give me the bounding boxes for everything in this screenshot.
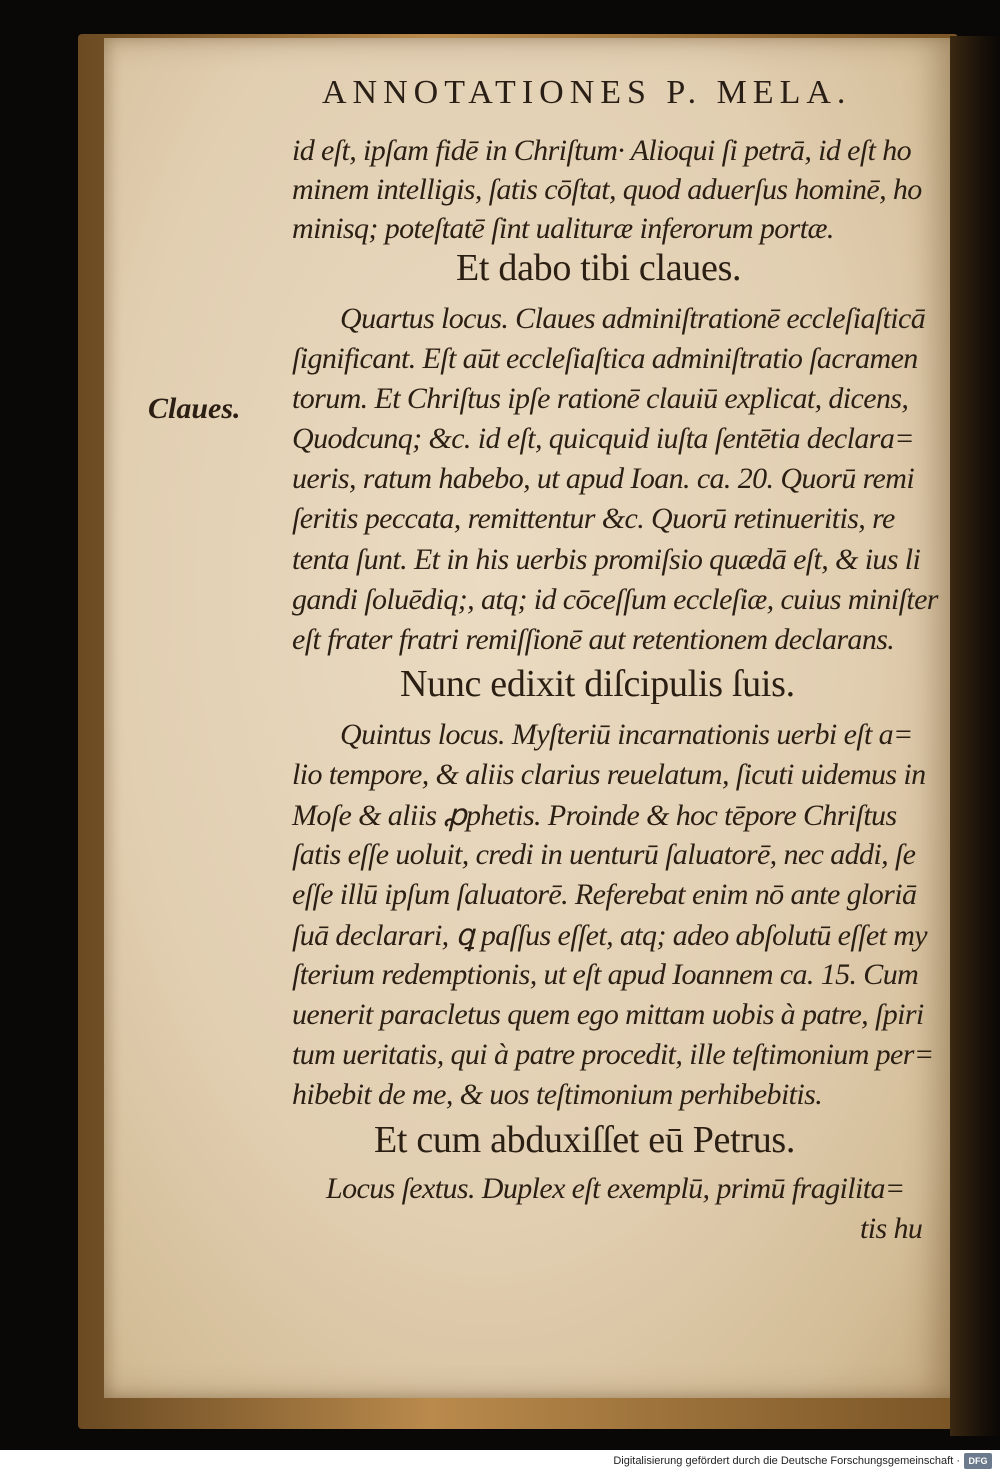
- text-line: Locus ſextus. Duplex eſt exemplū, primū fragilita=: [326, 1172, 905, 1205]
- text-line: minem intelligis, ſatis cōſtat, quod aduerſus hominē, ho: [292, 173, 922, 206]
- digitization-credit: Digitalisierung gefördert durch die Deutsche Forschungsgemeinschaft ·: [613, 1455, 960, 1467]
- text-line: gandi ſoluēdiq;, atq; id cōceſſum eccleſiæ, cuius miniſter: [292, 583, 938, 616]
- section-heading: Nunc edixit diſcipulis ſuis.: [400, 663, 795, 705]
- margin-note: Claues.: [148, 392, 241, 425]
- text-line: lio tempore, & aliis clarius reuelatum, ſicuti uidemus in: [292, 758, 926, 791]
- text-line: minisq; poteſtatē ſint ualituræ inferorum portæ.: [292, 212, 834, 245]
- text-line: torum. Et Chriſtus ipſe rationē clauiū explicat, dicens,: [292, 382, 909, 415]
- text-line: uenerit paracletus quem ego mittam uobis à patre, ſpiri: [292, 998, 924, 1031]
- text-line: hibebit de me, & uos teſtimonium perhibebitis.: [292, 1078, 823, 1111]
- section-heading: Et dabo tibi claues.: [456, 247, 742, 289]
- text-line: Quartus locus. Claues adminiſtrationē eccleſiaſticā: [340, 302, 926, 335]
- text-line: Quintus locus. Myſteriū incarnationis uerbi eſt a=: [340, 718, 913, 751]
- dfg-logo: DFG: [964, 1453, 992, 1469]
- text-line: tum ueritatis, qui à patre procedit, ille teſtimonium per=: [292, 1038, 934, 1071]
- text-line: ſignificant. Eſt aūt eccleſiaſtica adminiſtratio ſacramen: [292, 342, 918, 375]
- text-line: ſatis eſſe uoluit, credi in uenturū ſaluatorē, nec addi, ſe: [292, 838, 916, 871]
- book-gutter: [950, 36, 1000, 1436]
- text-line: ſuā declarari, ꝗ paſſus eſſet, atq; adeo abſolutū eſſet my: [292, 919, 927, 952]
- text-line: ſterium redemptionis, ut eſt apud Ioannem ca. 15. Cum: [292, 958, 919, 991]
- catchword: tis hu: [860, 1212, 923, 1245]
- text-line: eſt frater fratri remiſſionē aut retentionem declarans.: [292, 623, 895, 656]
- text-line: Moſe & aliis ꝓphetis. Proinde & hoc tēpore Chriſtus: [292, 799, 897, 832]
- text-line: eſſe illū ipſum ſaluatorē. Referebat enim nō ante gloriā: [292, 878, 917, 911]
- section-heading: Et cum abduxiſſet eū Petrus.: [374, 1119, 796, 1161]
- text-line: Quodcunq; &c. id eſt, quicquid iuſta ſentētia declara=: [292, 422, 914, 455]
- text-line: tenta ſunt. Et in his uerbis promiſsio quædā eſt, & ius li: [292, 543, 921, 576]
- text-line: ueris, ratum habebo, ut apud Ioan. ca. 20. Quorū remi: [292, 462, 915, 495]
- text-line: id eſt, ipſam fidē in Chriſtum· Alioqui ſi petrā, id eſt ho: [292, 134, 912, 167]
- running-title: ANNOTATIONES P. MELA.: [322, 74, 852, 111]
- text-line: ſeritis peccata, remittentur &c. Quorū retinueritis, re: [292, 502, 895, 535]
